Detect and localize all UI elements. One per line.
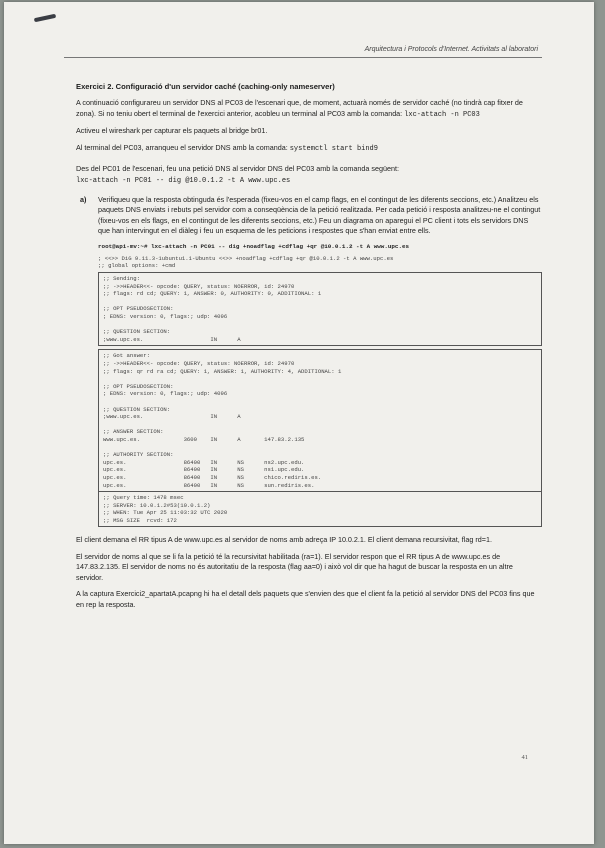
intro-paragraph-1: A continuació configurareu un servidor DNS al PC03 de l'escenari que, de moment, actuarà només de servidor caché (no tindrà cap fitxer de zona). Si no teniu obert el terminal de l'exercici anterior, acobleu un terminal al PC03 amb la comanda: lxc-attach -n PC03: [76, 98, 523, 119]
item-a-text: Verifiqueu que la resposta obtinguda és l'esperada (fixeu-vos en el camp flags, en el contingut de les diferents seccions, etc.) Analitzeu els paquets DNS enviats i rebuts pel servidor com a conseqüència de la petició realitzada. Per cada petició i resposta analitzeu-ne el contingut (fixeu-vos en els flags, en el contingut de les diferents seccions, etc.) Feu un diagrama on aparegui el PC client i tots els servidors DNS que han intervingut en el diàleg i feu un esquema de les peticions i respostes que s'han enviat entre ells.: [98, 194, 541, 236]
item-a-label: a): [80, 194, 87, 204]
analysis-paragraph-1: El client demana el RR tipus A de www.upc.es al servidor de noms amb adreça IP 10.0.2.1. El client demana recursivitat, flag rd=1.: [76, 535, 492, 545]
analysis-paragraph-3: A la captura Exercici2_apartatA.pcapng hi ha el detall dels paquets que s'envien des que el client fa la petició al servidor DNS del PC03 fins que en rep la resposta.: [76, 589, 535, 609]
page-content: [76, 82, 542, 616]
header-rule: [64, 57, 542, 58]
terminal-dig-header: ; <<>> DiG 9.11.3-1ubuntu1.1-Ubuntu <<>> +noadflag +cdflag +qr @10.0.1.2 -t A www.upc.es ;; global options: +cmd: [98, 254, 394, 270]
document-page: [4, 2, 594, 844]
command-start-bind: systemctl start bind9: [289, 144, 378, 153]
intro-paragraph-3: Al terminal del PC03, arranqueu el servidor DNS amb la comanda: systemctl start bind9: [76, 142, 378, 153]
intro-paragraph-2: Activeu el wireshark per capturar els paquets al bridge br01.: [76, 126, 268, 136]
running-header: Arquitectura i Protocols d'Internet. Activitats al laboratori: [364, 46, 538, 53]
item-a: [76, 195, 542, 528]
pen-mark: [34, 14, 56, 22]
exercise-title: Exercici 2. Configuració d'un servidor caché (caching-only nameserver): [76, 82, 335, 91]
command-attach-pc03: lxc-attach -n PC03: [404, 110, 480, 119]
intro-paragraph-4: Des del PC01 de l'escenari, feu una petició DNS al servidor DNS del PC03 amb la comanda següent:: [76, 164, 399, 174]
terminal-stats-box: ;; Query time: 1478 msec ;; SERVER: 10.0.1.2#53(10.0.1.2) ;; WHEN: Tue Apr 25 11:03:32 UTC 2020 ;; MSG SIZE rcvd: 172: [98, 492, 542, 527]
terminal-answer-box: ;; Got answer: ;; ->>HEADER<<- opcode: QUERY, status: NOERROR, id: 24970 ;; flags: qr rd ra cd; QUERY: 1, ANSWER: 1, AUTHORITY: 4, ADDITIONAL: 1 ;; OPT PSEUDOSECTION: ; EDNS: version: 0, flags:; udp: 4096 ;; QUESTION SECTION: ;www.upc.es. IN A ;; ANSWER SECTION: www.upc.es. 3600 IN A 147.83.2.135 ;; AUTHORITY SECTION: upc.es. 86400 IN NS ns2.upc.edu. upc.es. 86400 IN NS ns1.upc.edu. upc.es. 86400 IN NS chico.rediris.es. upc.es. 86400 IN NS sun.rediris.es.: [98, 349, 542, 492]
page-number: 41: [521, 754, 528, 761]
command-dig: lxc-attach -n PC01 -- dig @10.0.1.2 -t A www.upc.es: [76, 177, 291, 186]
terminal-sending-box: ;; Sending: ;; ->>HEADER<<- opcode: QUERY, status: NOERROR, id: 24970 ;; flags: rd cd; QUERY: 1, ANSWER: 0, AUTHORITY: 0, ADDITIONAL: 1 ;; OPT PSEUDOSECTION: ; EDNS: version: 0, flags:; udp: 4096 ;; QUESTION SECTION: ;www.upc.es. IN A: [98, 272, 542, 346]
terminal-root-line: root@api-mv:~# lxc-attach -n PC01 -- dig +noadflag +cdflag +qr @10.0.1.2 -t A www.upc.es: [98, 243, 410, 251]
analysis-paragraph-2: El servidor de noms al que se li fa la petició té la recursivitat habilitada (ra=1). El servidor respon que el RR tipus A de www.upc.es de 147.83.2.135. El servidor de noms no és autoritatiu de la resposta (flag aa=0) i això vol dir que ha hagut de buscar la resposta en un altre servidor.: [76, 551, 513, 582]
analysis-text: [76, 535, 542, 609]
